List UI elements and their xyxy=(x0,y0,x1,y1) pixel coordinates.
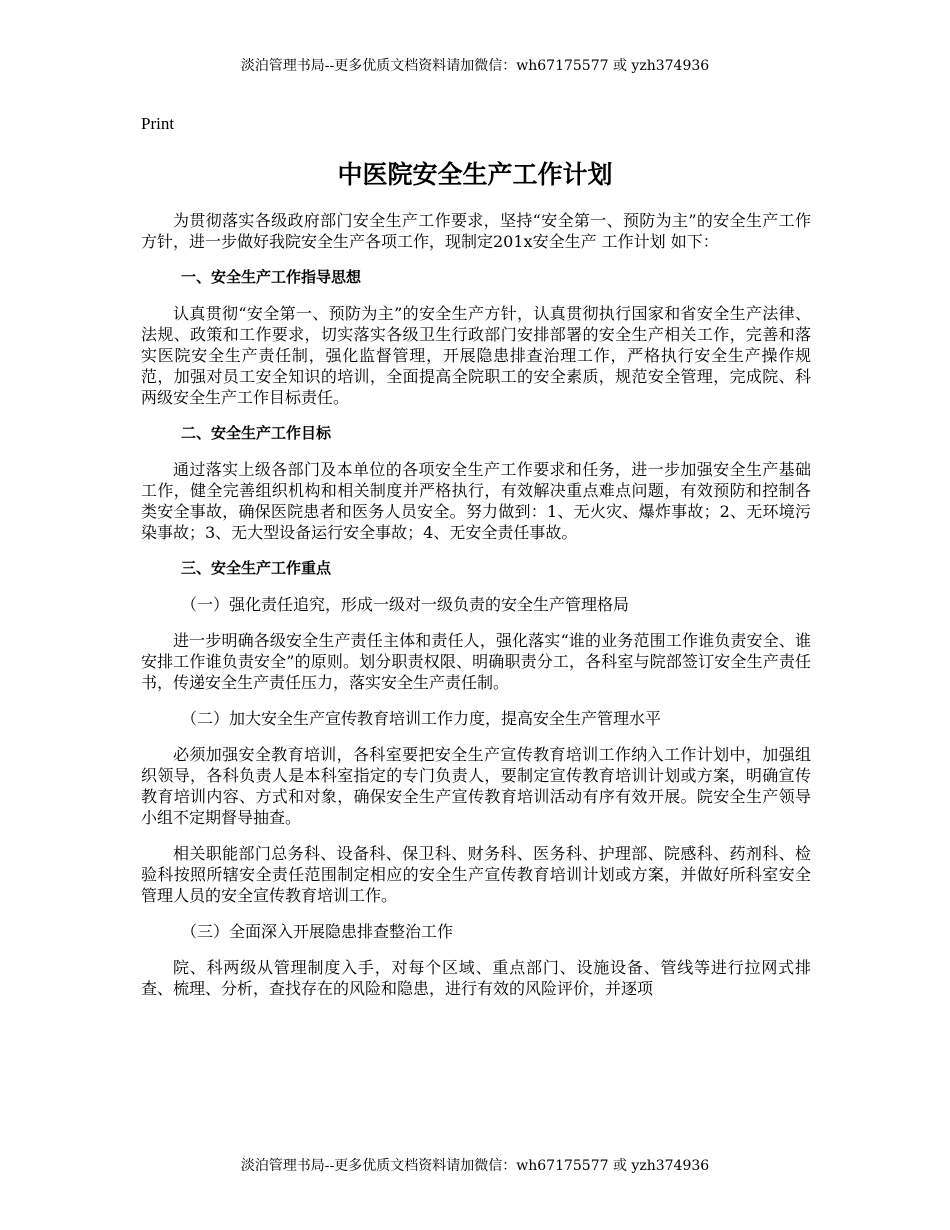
subheading-responsibility: （一）强化责任追究，形成一级对一级负责的安全生产管理格局 xyxy=(181,595,630,614)
section-paragraph-guiding-ideology: 认真贯彻“安全第一、预防为主”的安全生产方针，认真贯彻执行国家和省安全生产法律、法规、政策和工作要求，切实落实各级卫生行政部门安排部署的安全生产相关工作，完善和落实医院安全生产责任制，强化监督管理，开展隐患排查治理工作，严格执行安全生产操作规范，加强对员工安全知识的培训，全面提高全院职工的安全素质，规范安全管理，完成院、科两级安全生产工作目标责任。 xyxy=(141,304,811,407)
page-header-note: 淡泊管理书局--更多优质文档资料请加微信：wh67175577 或 yzh374936 xyxy=(240,58,710,74)
intro-paragraph: 为贯彻落实各级政府部门安全生产工作要求，坚持“安全第一、预防为主”的安全生产工作方针，进一步做好我院安全生产各项工作，现制定201x安全生产 工作计划 如下： xyxy=(141,211,811,251)
page-footer-note: 淡泊管理书局--更多优质文档资料请加微信：wh67175577 或 yzh374936 xyxy=(240,1158,710,1174)
section-paragraph-goals: 通过落实上级各部门及本单位的各项安全生产工作要求和任务，进一步加强安全生产基础工作，健全完善组织机构和相关制度并严格执行，有效解决重点难点问题，有效预防和控制各类安全事故，确保医院患者和医务人员安全。努力做到：1、无火灾、爆炸事故；2、无环境污染事故；3、无大型设备运行安全事故；4、无安全责任事故。 xyxy=(141,460,811,542)
paragraph-hazard-inspection: 院、科两级从管理制度入手，对每个区域、重点部门、设施设备、管线等进行拉网式排查、梳理、分析，查找存在的风险和隐患，进行有效的风险评价，并逐项 xyxy=(141,958,811,998)
paragraph-training-1: 必须加强安全教育培训，各科室要把安全生产宣传教育培训工作纳入工作计划中，加强组织领导，各科负责人是本科室指定的专门负责人，要制定宣传教育培训计划或方案，明确宣传教育培训内容、方式和对象，确保安全生产宣传教育培训活动有序有效开展。院安全生产领导小组不定期督导抽查。 xyxy=(141,745,811,827)
section-heading-guiding-ideology: 一、安全生产工作指导思想 xyxy=(181,268,362,286)
paragraph-responsibility: 进一步明确各级安全生产责任主体和责任人，强化落实“谁的业务范围工作谁负责安全、谁安排工作谁负责安全”的原则。划分职责权限、明确职责分工，各科室与院部签订安全生产责任书，传递安全生产责任压力，落实安全生产责任制。 xyxy=(141,631,811,692)
paragraph-training-2: 相关职能部门总务科、设备科、保卫科、财务科、医务科、护理部、院感科、药剂科、检验科按照所辖安全责任范围制定相应的安全生产宣传教育培训计划或方案，并做好所科室安全管理人员的安全宣传教育培训工作。 xyxy=(141,844,811,905)
section-heading-key-points: 三、安全生产工作重点 xyxy=(181,559,332,577)
subheading-training: （二）加大安全生产宣传教育培训工作力度，提高安全生产管理水平 xyxy=(181,709,662,728)
print-label: Print xyxy=(141,114,175,133)
document-title: 中医院安全生产工作计划 xyxy=(337,160,613,189)
document-body xyxy=(141,210,811,1014)
subheading-hazard-inspection: （三）全面深入开展隐患排查整治工作 xyxy=(181,922,454,941)
section-heading-goals: 二、安全生产工作目标 xyxy=(181,424,332,442)
